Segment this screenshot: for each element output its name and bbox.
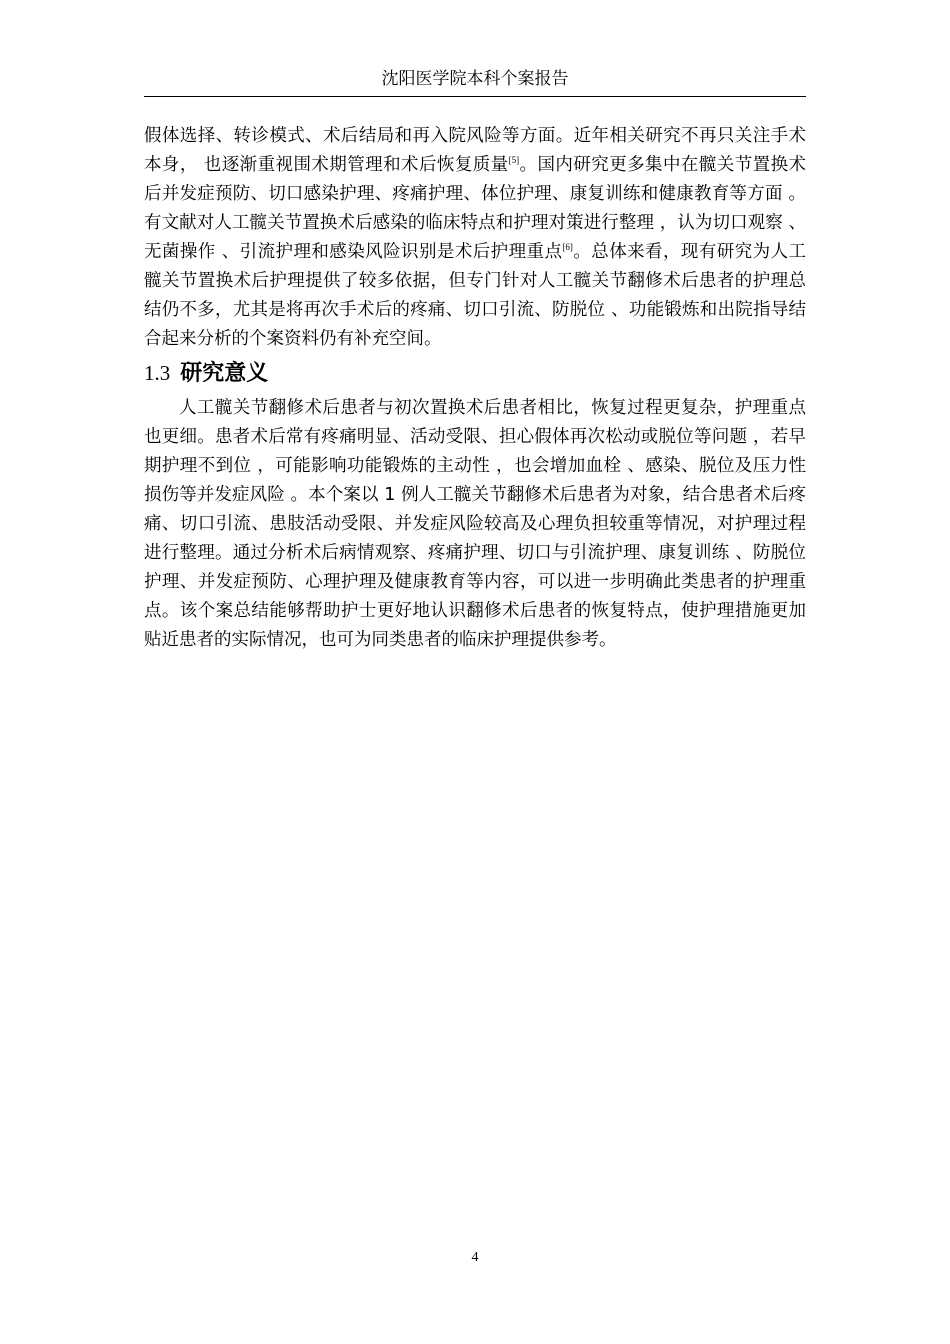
section-number: 1.3 <box>144 361 171 385</box>
citation-ref-6: [6] <box>562 242 573 253</box>
paragraph-text: 。国内研究更多集中在髋关节置换术后并发症预防、切口感染护理、疼痛护理、体位护理、康复训练和健康教育等方面 。有文献对人工髋关节置换术后感染的临床特点和护理对策进行整理 ，认为切口观察 、无菌操作 、引流护理和感染风险识别是术后护理重点 <box>144 155 807 262</box>
paragraph-literature-review <box>144 122 806 354</box>
section-title: 研究意义 <box>180 361 269 386</box>
section-heading <box>144 354 806 394</box>
paragraph-research-significance: 人工髋关节翻修术后患者与初次置换术后患者相比，恢复过程更复杂，护理重点也更细。患者术后常有疼痛明显、活动受限、担心假体再次松动或脱位等问题 ，若早期护理不到位 ，可能影响功能锻炼的主动性 ，也会增加血栓 、感染、脱位及压力性损伤等并发症风险 。本个案以 1 例人工髋关节翻修术后患者为对象，结合患者术后疼痛、切口引流、患肢活动受限、并发症风险较高及心理负担较重等情况，对护理过程进行整理。通过分析术后病情观察、疼痛护理、切口与引流护理、康复训练 、防脱位护理、并发症预防、心理护理及健康教育等内容，可以进一步明确此类患者的护理重点。该个案总结能够帮助护士更好地认识翻修术后患者的恢复特点，使护理措施更加贴近患者的实际情况，也可为同类患者的临床护理提供参考。 <box>144 398 806 650</box>
paragraph-text: 假体选择、转诊模式、术后结局和再入院风险等方面。近年相关研究不再只关注手术本身， 也逐渐重视围术期管理和术后恢复质量 <box>144 126 806 175</box>
paragraph-text: 。总体来看，现有研究为人工髋关节置换术后护理提供了较多依据，但专门针对人工髋关节翻修术后患者的护理总结仍不多，尤其是将再次手术后的疼痛、切口引流、防脱位 、功能锻炼和出院指导结合起来分析的个案资料仍有补充空间。 <box>144 242 807 349</box>
document-body <box>144 122 806 655</box>
page-number: 4 <box>471 1250 479 1265</box>
citation-ref-5: [5] <box>508 155 520 166</box>
header-title: 沈阳医学院本科个案报告 <box>381 69 569 89</box>
page-header <box>144 66 806 97</box>
